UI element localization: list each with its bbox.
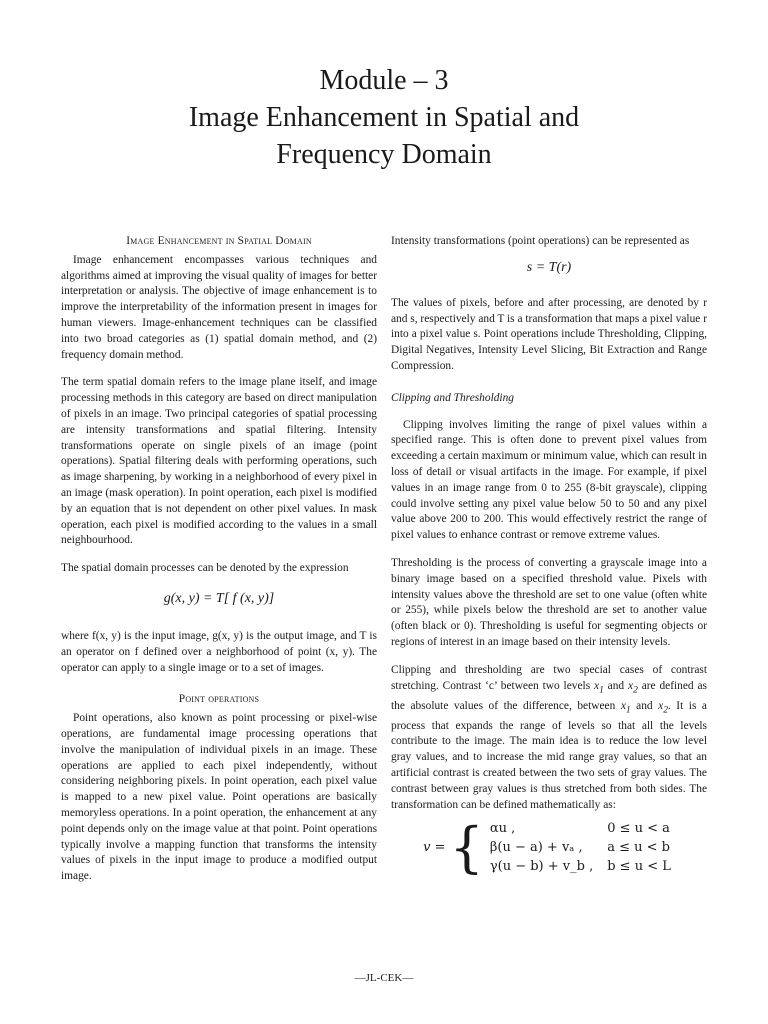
math-x1: $x_1$	[594, 679, 604, 695]
subsection-heading: Clipping and Thresholding	[391, 391, 514, 404]
left-column	[61, 234, 377, 897]
section-heading-point-operations: Point operations	[178, 693, 260, 706]
piecewise-cases	[486, 819, 675, 876]
right-column	[391, 234, 707, 879]
math-x1: $x_1$	[620, 699, 631, 715]
piecewise-row	[486, 857, 675, 876]
paragraph: Image enhancement encompasses various techniques and algorithms aimed at improving the visual quality of images for better interpretation or analysis. The objective of image enhancement is to improve the interpretability of the information present in images for human viewers. Image-enhancement techniques can be classified into two broad categories as (1) spatial domain method, and (2) frequency domain method.	[61, 253, 377, 361]
math-x2: $x_2$	[628, 679, 638, 695]
case-condition: 0 ≤ u < a	[607, 821, 670, 837]
title-line-3: Frequency Domain	[276, 139, 492, 170]
paragraph: The values of pixels, before and after processing, are denoted by r and s, respectively and T is a transformation that maps a pixel value r into a pixel value s. Point operations include Thresholding, Clipping, Digital Negatives, Intensity Level Slicing, Bit Extraction and Range Compression.	[391, 296, 707, 372]
paragraph: Clipping and thresholding are two special cases of contrast stretching. Contrast ‘c’ between two levels $x_1$ and $x_2$ are defined as the absolute values of the difference, between $x_1$ and $x_2$. It is a process that expands the range of levels so that all the levels contribute to the image. The main idea is to reduce the low level gray values, and to increase the mid range gray values, so that an artificial contrast is created between the two sets of gray values. The contrast between gray values is thus stretched from both sides. The transformation can be defined mathematically as:	[391, 663, 707, 811]
equation-point-operation: s = T(r)	[526, 259, 572, 275]
paragraph: The term spatial domain refers to the image plane itself, and image processing methods in this category are based on direct manipulation of pixels in an image. Two principal categories of spatial processing are intensity transformations and spatial filtering. Intensity transformations operate on single pixels of an image (point operations). Spatial filtering deals with performing operations, such as image sharpening, by working in a neighborhood of every pixel in an image (mask operation). In point operation, each pixel is modified by an equation that is not dependent on other pixel values. In mask operation, each pixel is modified according to the values in a small neighbourhood.	[61, 376, 377, 547]
paragraph: Clipping involves limiting the range of pixel values within a specified range. This is often done to prevent pixel values from exceeding a certain maximum or minimum value, which can result in loss of detail or visual artifacts in the image. For example, if pixel values in an image range from 0 to 255 (8-bit grayscale), clipping could involve setting any pixel value below 50 to 50 and any pixel value above 200 to 200. This would effectively restrict the range of pixel values to enhance contrast or remove extreme values.	[391, 418, 707, 542]
title-line-2: Image Enhancement in Spatial and	[188, 102, 580, 133]
page-title	[0, 62, 768, 173]
paragraph: Intensity transformations (point operations) can be represented as	[391, 235, 690, 247]
case-condition: a ≤ u < b	[607, 840, 670, 856]
title-line-1: Module – 3	[319, 65, 449, 96]
case-expression: β(u − a) + vₐ ,	[489, 840, 583, 856]
case-expression: γ(u − b) + v_b ,	[489, 859, 594, 875]
piecewise-lhs: v =	[423, 840, 446, 856]
paragraph: Point operations, also known as point processing or pixel-wise operations, are fundamental image processing operations that involve the manipulation of individual pixels in an image. These operations are applied to each pixel independently, without considering neighboring pixels. In point operation, each pixel value is mapped to a new pixel value. Point operations are basically memoryless operations. In a point operation, the enhancement at any point depends only on the image value at that point. Point operations typically involve a mapping function that transforms the intensity values of pixels in the input image to produce a modified output image.	[61, 712, 377, 883]
paragraph: Thresholding is the process of converting a grayscale image into a binary image based on a specified threshold value. Pixels with intensity values above the threshold are set to one value (often white or 255), while pixels below the threshold are set to another value (often black or 0). Thresholding is useful for segmenting objects or regions of interest in an image based on their intensity levels.	[391, 556, 707, 648]
piecewise-row	[486, 838, 675, 857]
case-expression: αu ,	[489, 821, 516, 837]
equation-spatial: g(x, y) = T[ f (x, y)]	[163, 590, 275, 606]
brace-symbol: {	[449, 815, 484, 879]
piecewise-row	[486, 819, 675, 838]
case-condition: b ≤ u < L	[607, 859, 671, 875]
math-x2: $x_2$	[658, 699, 668, 715]
section-heading-spatial: Image Enhancement in Spatial Domain	[126, 235, 312, 247]
page-footer: —JL-CEK—	[354, 972, 414, 984]
paragraph: The spatial domain processes can be denoted by the expression	[61, 562, 349, 575]
piecewise-equation	[391, 815, 707, 879]
paragraph: where f(x, y) is the input image, g(x, y) is the output image, and T is an operator on f defined over a neighborhood of point (x, y). The operator can apply to a single image or to a set of images.	[61, 629, 377, 674]
